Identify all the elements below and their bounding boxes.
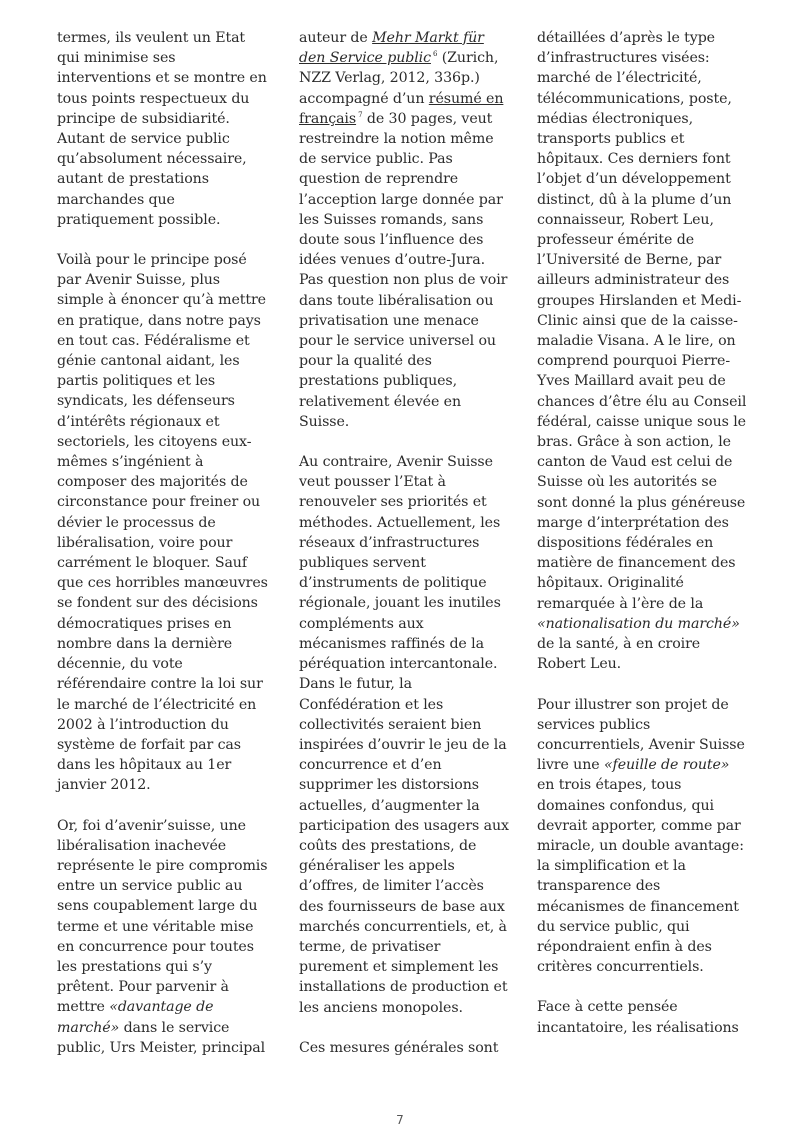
footnote-ref[interactable]: 6 [432, 50, 438, 59]
quoted-phrase: «feuille de route» [603, 757, 730, 774]
text-column-2 [299, 28, 512, 1078]
book-title-link[interactable]: Mehr Markt für den Service public [299, 30, 484, 67]
page-number: 7 [396, 1113, 404, 1127]
text-run: Pour illustrer son projet de services publics concurrentiels, Avenir Suisse livre une [537, 696, 745, 774]
paragraph [537, 28, 750, 675]
paragraph: Ces mesures générales sont [299, 1039, 499, 1056]
text-column-1 [57, 28, 270, 1078]
paragraph [57, 816, 270, 1058]
quoted-phrase: «nationalisation du marché» [537, 615, 740, 632]
paragraph [299, 28, 512, 432]
paragraph: termes, ils veulent un Etat qui minimise ses interventions et se montre en tous points respectueux du principe de subsidiarité. Autant de service public qu’absolument nécessaire, autant de prestations marchandes que pratiquement possible. [57, 30, 267, 228]
quoted-phrase: «davantage de marché» [57, 999, 214, 1036]
text-run: en trois étapes, tous domaines confondus, qui devrait apporter, comme par miracle, un double avantage: la simplification et la transparence des mécanismes de financement du service public, qui répondraient enfin à des critères concurrentiels. [537, 777, 744, 976]
text-run: (Zurich, NZZ Verlag, 2012, 336p.) accompagné d’un [299, 50, 499, 107]
paragraph: Face à cette pensée incantatoire, les réalisations [537, 999, 739, 1036]
text-run: de 30 pages, veut restreindre la notion même de service public. Pas question de reprendre l’acception large donnée par les Suisses romands, sans doute sous l’influence des idées venues d’outre-Jura. Pas question non plus de voir dans toute libéralisation ou privatisation une menace pour le service universel ou pour la qualité des prestations publiques, relativement élevée en Suisse. [299, 110, 508, 430]
text-run: détaillées d’après le type d’infrastructures visées: marché de l’électricité, télécommunications, poste, médias électroniques, transports publics et hôpitaux. Ces derniers font l’objet d’un développement distinct, dû à la plume d’un connaisseur, Robert Leu, professeur émérite de l’Université de Berne, par ailleurs administrateur des groupes Hirslanden et Medi-Clinic ainsi que de la caisse-maladie Visana. A le lire, on comprend pourquoi Pierre-Yves Maillard avait peu de chances d’être élu au Conseil fédéral, caisse unique sous le bras. Grâce à son action, le canton de Vaud est celui de Suisse où les autorités se sont donné la plus généreuse marge d’interprétation des dispositions fédérales en matière de financement des hôpitaux. Originalité remarquée à l’ère de la [537, 30, 747, 612]
summary-link[interactable]: résumé en français [299, 90, 504, 127]
text-column-3 [537, 28, 750, 1058]
text-run: Or, foi d’avenir’suisse, une libéralisation inachevée représente le pire compromis entre un service public au sens coupablement large du terme et une véritable mise en concurrence pour toutes les prestations qui s’y prêtent. Pour parvenir à mettre [57, 817, 268, 1016]
paragraph [537, 695, 750, 978]
paragraph: Au contraire, Avenir Suisse veut pousser l’Etat à renouveler ses priorités et méthodes. Actuellement, les réseaux d’infrastructures publiques servent d’instruments de politique régionale, jouant les inutiles compléments aux mécanismes raffinés de la péréquation intercantonale. Dans le futur, la Confédération et les collectivités seraient bien inspirées d’ouvrir le jeu de la concurrence et d’en supprimer les distorsions actuelles, d’augmenter la participation des usagers aux coûts des prestations, de généraliser les appels d’offres, de limiter l’accès des fournisseurs de base aux marchés concurrentiels, et, à terme, de privatiser purement et simplement les installations de production et les anciens monopoles. [299, 454, 509, 1016]
text-run: de la santé, à en croire Robert Leu. [537, 636, 701, 673]
paragraph: Voilà pour le principe posé par Avenir Suisse, plus simple à énoncer qu’à mettre en pratique, dans notre pays en tout cas. Fédéralisme et génie cantonal aidant, les partis politiques et les syndicats, les défenseurs d’intérêts régionaux et sectoriels, les citoyens eux-mêmes s’ingénient à composer des majorités de circonstance pour freiner ou dévier le processus de libéralisation, voire pour carrément le bloquer. Sauf que ces horribles manœuvres se fondent sur des décisions démocratiques prises en nombre dans la dernière décennie, du vote référendaire contre la loi sur le marché de l’électricité en 2002 à l’introduction du système de forfait par cas dans les hôpitaux au 1er janvier 2012. [57, 252, 268, 794]
text-run: dans le service public, Urs Meister, principal [57, 1019, 266, 1056]
footnote-ref[interactable]: 7 [358, 110, 363, 119]
text-run: auteur de [299, 30, 373, 46]
